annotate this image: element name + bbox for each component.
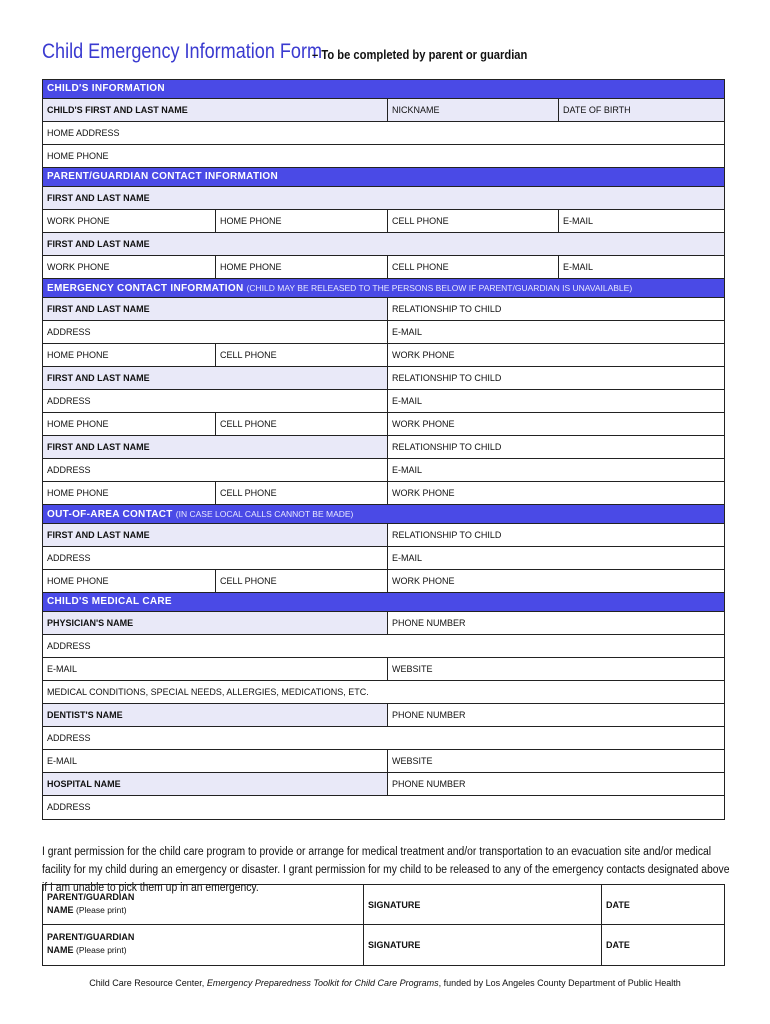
- emergency1-home-phone-field[interactable]: HOME PHONE: [47, 350, 109, 360]
- ooa-cell-phone-field[interactable]: CELL PHONE: [215, 570, 387, 592]
- emergency1-name-field[interactable]: FIRST AND LAST NAME: [47, 304, 150, 314]
- hospital-address-row: [43, 796, 724, 819]
- section-title: CHILD'S MEDICAL CARE: [47, 596, 172, 607]
- emergency2-home-phone-field[interactable]: HOME PHONE: [47, 419, 109, 429]
- emergency3-home-phone-field[interactable]: HOME PHONE: [47, 488, 109, 498]
- nickname-field[interactable]: NICKNAME: [387, 99, 558, 121]
- section-header-medical: [43, 593, 724, 612]
- footer-suffix: , funded by Los Angeles County Department of Public Health: [438, 978, 681, 988]
- parent-name-field[interactable]: [43, 885, 363, 924]
- parent1-work-phone-field[interactable]: WORK PHONE: [47, 216, 110, 226]
- section-title-text: EMERGENCY CONTACT INFORMATION: [47, 283, 244, 294]
- signature-field[interactable]: SIGNATURE: [363, 925, 601, 965]
- dentist-email-field[interactable]: E-MAIL: [47, 756, 78, 766]
- ooa-name-row: [43, 524, 724, 547]
- emergency1-email-field[interactable]: E-MAIL: [387, 321, 724, 343]
- physician-row: [43, 612, 724, 635]
- name-label-line: [47, 944, 359, 957]
- dob-field[interactable]: DATE OF BIRTH: [558, 99, 724, 121]
- dentist-phone-field[interactable]: PHONE NUMBER: [387, 704, 724, 726]
- ooa-email-field[interactable]: E-MAIL: [387, 547, 724, 569]
- name-label-line: [47, 904, 359, 917]
- ooa-relationship-field[interactable]: RELATIONSHIP TO CHILD: [387, 524, 724, 546]
- ooa-name-field[interactable]: FIRST AND LAST NAME: [47, 530, 150, 540]
- physician-email-field[interactable]: E-MAIL: [47, 664, 78, 674]
- emergency3-name-field[interactable]: FIRST AND LAST NAME: [47, 442, 150, 452]
- hospital-name-field[interactable]: HOSPITAL NAME: [47, 779, 121, 789]
- parent2-name-field[interactable]: FIRST AND LAST NAME: [47, 239, 150, 249]
- physician-name-field[interactable]: PHYSICIAN'S NAME: [47, 618, 134, 628]
- physician-email-row: [43, 658, 724, 681]
- parent1-phones-row: [43, 210, 724, 233]
- please-print-label: (Please print): [76, 905, 127, 915]
- emergency3-cell-phone-field[interactable]: CELL PHONE: [215, 482, 387, 504]
- child-address-row: [43, 122, 724, 145]
- emergency3-work-phone-field[interactable]: WORK PHONE: [387, 482, 724, 504]
- section-note: (IN CASE LOCAL CALLS CANNOT BE MADE): [175, 509, 354, 519]
- dentist-email-row: [43, 750, 724, 773]
- section-title: [43, 279, 632, 297]
- parent2-cell-phone-field[interactable]: CELL PHONE: [387, 256, 558, 278]
- emergency3-email-field[interactable]: E-MAIL: [387, 459, 724, 481]
- ooa-phones-row: [43, 570, 724, 593]
- dentist-name-field[interactable]: DENTIST'S NAME: [47, 710, 123, 720]
- section-title: CHILD'S INFORMATION: [47, 83, 165, 94]
- parent2-home-phone-field[interactable]: HOME PHONE: [215, 256, 387, 278]
- section-note: (CHILD MAY BE RELEASED TO THE PERSONS BELOW IF PARENT/GUARDIAN IS UNAVAILABLE): [246, 283, 633, 293]
- emergency1-work-phone-field[interactable]: WORK PHONE: [387, 344, 724, 366]
- emergency2-cell-phone-field[interactable]: CELL PHONE: [215, 413, 387, 435]
- signature-row: [43, 885, 724, 925]
- medical-conditions-row: [43, 681, 724, 704]
- form-title-main: Child Emergency Information Form: [42, 40, 323, 63]
- signature-row: [43, 925, 724, 965]
- parent1-name-field[interactable]: FIRST AND LAST NAME: [47, 193, 150, 203]
- pg-label: PARENT/GUARDIAN: [47, 892, 135, 902]
- emergency3-phones-row: [43, 482, 724, 505]
- parent-name-field[interactable]: [43, 925, 363, 965]
- section-title: [43, 505, 353, 523]
- section-header-parent: [43, 168, 724, 187]
- emergency1-address-row: [43, 321, 724, 344]
- footer-prefix: Child Care Resource Center,: [89, 978, 207, 988]
- parent2-phones-row: [43, 256, 724, 279]
- parent2-name-row: [43, 233, 724, 256]
- physician-website-field[interactable]: WEBSITE: [387, 658, 724, 680]
- emergency1-cell-phone-field[interactable]: CELL PHONE: [215, 344, 387, 366]
- physician-phone-field[interactable]: PHONE NUMBER: [387, 612, 724, 634]
- child-phone-row: [43, 145, 724, 168]
- ooa-address-field[interactable]: ADDRESS: [47, 553, 91, 563]
- emergency3-address-field[interactable]: ADDRESS: [47, 465, 91, 475]
- dentist-address-row: [43, 727, 724, 750]
- emergency1-relationship-field[interactable]: RELATIONSHIP TO CHILD: [387, 298, 724, 320]
- emergency2-address-row: [43, 390, 724, 413]
- parent2-email-field[interactable]: E-MAIL: [558, 256, 724, 278]
- physician-address-field[interactable]: ADDRESS: [47, 641, 91, 651]
- parent1-name-row: [43, 187, 724, 210]
- home-address-field[interactable]: HOME ADDRESS: [47, 128, 120, 138]
- emergency3-name-row: [43, 436, 724, 459]
- parent1-home-phone-field[interactable]: HOME PHONE: [215, 210, 387, 232]
- footer-credit: [0, 978, 770, 988]
- child-name-field[interactable]: CHILD'S FIRST AND LAST NAME: [47, 105, 188, 115]
- emergency1-name-row: [43, 298, 724, 321]
- dentist-address-field[interactable]: ADDRESS: [47, 733, 91, 743]
- emergency2-email-field[interactable]: E-MAIL: [387, 390, 724, 412]
- hospital-address-field[interactable]: ADDRESS: [47, 802, 91, 812]
- date-field[interactable]: DATE: [601, 925, 724, 965]
- emergency2-name-row: [43, 367, 724, 390]
- parent1-cell-phone-field[interactable]: CELL PHONE: [387, 210, 558, 232]
- name-label: NAME: [47, 905, 74, 915]
- date-field[interactable]: DATE: [601, 885, 724, 924]
- signature-field[interactable]: SIGNATURE: [363, 885, 601, 924]
- emergency1-phones-row: [43, 344, 724, 367]
- pg-label: PARENT/GUARDIAN: [47, 932, 135, 942]
- ooa-home-phone-field[interactable]: HOME PHONE: [47, 576, 109, 586]
- footer-toolkit-title: Emergency Preparedness Toolkit for Child Care Programs: [206, 978, 439, 988]
- child-name-row: [43, 99, 724, 122]
- section-title-text: OUT-OF-AREA CONTACT: [47, 509, 173, 520]
- home-phone-field[interactable]: HOME PHONE: [47, 151, 109, 161]
- section-header-out-of-area: [43, 505, 724, 524]
- medical-conditions-field[interactable]: MEDICAL CONDITIONS, SPECIAL NEEDS, ALLERGIES, MEDICATIONS, ETC.: [47, 687, 369, 697]
- emergency3-address-row: [43, 459, 724, 482]
- signature-table: [42, 884, 725, 966]
- form-title-sub: – To be completed by parent or guardian: [312, 47, 528, 62]
- section-header-child: [43, 80, 724, 99]
- form-title: [42, 40, 528, 64]
- emergency3-relationship-field[interactable]: RELATIONSHIP TO CHILD: [387, 436, 724, 458]
- emergency2-name-field[interactable]: FIRST AND LAST NAME: [47, 373, 150, 383]
- form-grid: [42, 79, 725, 820]
- parent2-work-phone-field[interactable]: WORK PHONE: [47, 262, 110, 272]
- hospital-row: [43, 773, 724, 796]
- section-title: PARENT/GUARDIAN CONTACT INFORMATION: [47, 171, 279, 182]
- hospital-phone-field[interactable]: PHONE NUMBER: [387, 773, 724, 795]
- dentist-row: [43, 704, 724, 727]
- parent1-email-field[interactable]: E-MAIL: [558, 210, 724, 232]
- emergency2-relationship-field[interactable]: RELATIONSHIP TO CHILD: [387, 367, 724, 389]
- emergency1-address-field[interactable]: ADDRESS: [47, 327, 91, 337]
- emergency2-work-phone-field[interactable]: WORK PHONE: [387, 413, 724, 435]
- emergency2-address-field[interactable]: ADDRESS: [47, 396, 91, 406]
- dentist-website-field[interactable]: WEBSITE: [387, 750, 724, 772]
- please-print-label: (Please print): [76, 945, 127, 955]
- permission-statement: I grant permission for the child care program to provide or arrange for medical treatment and/or transportation to an evacuation site and/or medical facility for my child during an emergency or disaster. I grant permission for my child to be released to any of the emergency contacts designated above if I am unable to pick them up in an emergency.: [42, 846, 730, 894]
- ooa-address-row: [43, 547, 724, 570]
- name-label: NAME: [47, 945, 74, 955]
- section-header-emergency: [43, 279, 724, 298]
- emergency2-phones-row: [43, 413, 724, 436]
- physician-address-row: [43, 635, 724, 658]
- ooa-work-phone-field[interactable]: WORK PHONE: [387, 570, 724, 592]
